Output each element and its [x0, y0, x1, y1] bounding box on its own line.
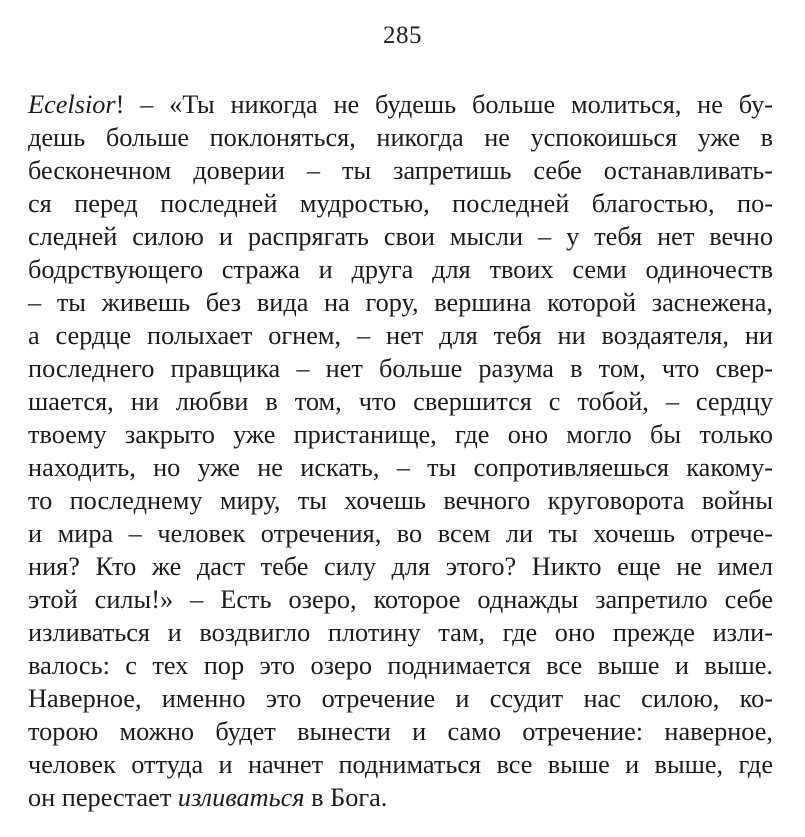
text-line: шается, ни любви в том, что свершится с тобой, – сердцу	[28, 387, 773, 416]
text-line: человек оттуда и начнет подниматься все выше и выше, где	[28, 750, 773, 779]
italic-word: Ecelsior	[28, 90, 116, 119]
body-text	[28, 88, 773, 814]
text-line: бодрствующего стража и друга для твоих семи одиночеств	[28, 255, 773, 284]
text-line: этой силы!» – Есть озеро, которое однажды запретило себе	[28, 585, 773, 614]
text-line: бесконечном доверии – ты запретишь себе останавливать-	[28, 156, 773, 185]
text-line: изливаться и воздвигло плотину там, где оно прежде изли-	[28, 618, 773, 647]
text-line: Наверное, именно это отречение и ссудит нас силою, ко-	[28, 684, 773, 713]
page-number: 285	[383, 22, 422, 49]
text-line: а сердце полыхает огнем, – нет для тебя ни воздаятеля, ни	[28, 321, 773, 350]
text-line: валось: с тех пор это озеро поднимается все выше и выше.	[28, 651, 773, 680]
text-line: последнего правщика – нет больше разума в том, что свер-	[28, 354, 773, 383]
text-line: дешь больше поклоняться, никогда не успокоишься уже в	[28, 123, 773, 152]
text-line: ния? Кто же даст тебе силу для этого? Никто еще не имел	[28, 552, 773, 581]
text-line: твоему закрыто уже пристанище, где оно могло бы только	[28, 420, 773, 449]
text-line: Ecelsior! – «Ты никогда не будешь больше молиться, не бу-	[28, 90, 773, 119]
text-line: торою можно будет вынести и само отречение: наверное,	[28, 717, 773, 746]
text-line: то последнему миру, ты хочешь вечного круговорота войны	[28, 486, 773, 515]
text-line: и мира – человек отречения, во всем ли ты хочешь отрече-	[28, 519, 773, 548]
text-line: ся перед последней мудростью, последней благостью, по-	[28, 189, 773, 218]
text-line: – ты живешь без вида на гору, вершина которой заснежена,	[28, 288, 773, 317]
text-line: следней силою и распрягать свои мысли – у тебя нет вечно	[28, 222, 773, 251]
text-line: находить, но уже не искать, – ты сопротивляешься какому-	[28, 453, 773, 482]
italic-word: изливаться	[177, 783, 305, 812]
text-line: он перестает изливаться в Бога.	[28, 783, 388, 812]
